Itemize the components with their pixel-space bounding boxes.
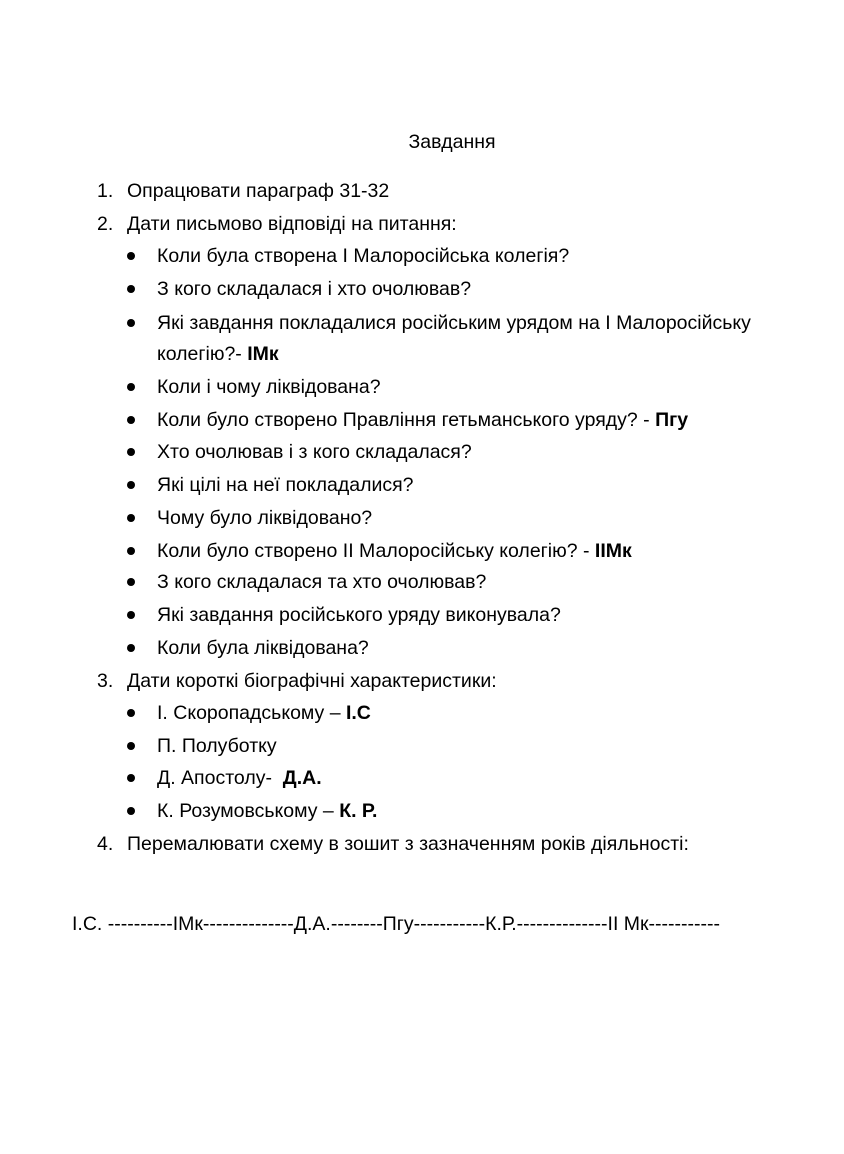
question-main: Коли було створено ІІ Малоросійську колегію? - bbox=[157, 540, 595, 562]
bio-text: П. Полуботку bbox=[157, 735, 277, 757]
bio-text bbox=[157, 701, 371, 725]
bullet-icon bbox=[127, 547, 135, 555]
bullet-icon bbox=[127, 416, 135, 424]
bullet-icon bbox=[127, 807, 135, 815]
question-text: Коли була ліквідована? bbox=[157, 637, 369, 659]
bullet-icon bbox=[127, 774, 135, 782]
task-number: 3. bbox=[97, 670, 114, 692]
task-text: Дати письмово відповіді на питання: bbox=[127, 213, 457, 235]
bio-name: І. Скоропадському – bbox=[157, 702, 346, 724]
abbrev-tag: І.С bbox=[345, 702, 371, 724]
abbrev-tag: Пгу bbox=[655, 409, 689, 431]
bio-name: Д. Апостолу- bbox=[157, 767, 283, 789]
abbrev-tag: К. Р. bbox=[339, 800, 378, 822]
abbrev-tag: ІІМк bbox=[594, 540, 632, 562]
question-text bbox=[157, 408, 688, 432]
bullet-icon bbox=[127, 383, 135, 391]
bullet-icon bbox=[127, 611, 135, 619]
bio-text bbox=[157, 766, 322, 790]
bullet-icon bbox=[127, 285, 135, 293]
bullet-icon bbox=[127, 644, 135, 652]
question-text: Які завдання російського уряду виконувала? bbox=[157, 604, 561, 626]
task-number: 4. bbox=[97, 833, 114, 855]
task-text: Опрацювати параграф 31-32 bbox=[127, 180, 390, 202]
question-text: З кого складалася і хто очолював? bbox=[157, 278, 472, 300]
abbrev-tag: ІМк bbox=[247, 343, 279, 365]
bullet-icon bbox=[127, 252, 135, 260]
question-main: Коли було створено Правління гетьманського уряду? - bbox=[157, 409, 656, 431]
abbrev-tag: Д.А. bbox=[282, 767, 322, 789]
task-text: Перемалювати схему в зошит з зазначенням років діяльності: bbox=[127, 833, 689, 855]
question-text: Чому було ліквідовано? bbox=[157, 507, 373, 529]
bio-text bbox=[157, 799, 377, 823]
bullet-icon bbox=[127, 481, 135, 489]
question-text: Які цілі на неї покладалися? bbox=[157, 474, 414, 496]
bullet-icon bbox=[127, 319, 135, 327]
bio-name: К. Розумовському – bbox=[157, 800, 340, 822]
question-text bbox=[157, 539, 632, 563]
timeline-scheme: І.С. ----------ІМк--------------Д.А.--------Пгу-----------К.Р.--------------ІІ Мк----------- bbox=[72, 913, 720, 935]
question-text-cont bbox=[157, 342, 279, 366]
bullet-icon bbox=[127, 448, 135, 456]
bullet-icon bbox=[127, 709, 135, 717]
bullet-icon bbox=[127, 742, 135, 750]
question-text: Хто очолював і з кого складалася? bbox=[157, 441, 472, 463]
question-cont: колегію?- bbox=[157, 343, 248, 365]
task-number: 2. bbox=[97, 213, 114, 235]
task-text: Дати короткі біографічні характеристики: bbox=[127, 670, 497, 692]
page-title: Завдання bbox=[408, 131, 496, 153]
question-text: Коли була створена І Малоросійська колегія? bbox=[157, 245, 570, 267]
bullet-icon bbox=[127, 514, 135, 522]
bullet-icon bbox=[127, 578, 135, 586]
question-text: Які завдання покладалися російським урядом на І Малоросійську bbox=[157, 312, 751, 334]
task-number: 1. bbox=[97, 180, 114, 202]
question-text: З кого складалася та хто очолював? bbox=[157, 571, 487, 593]
question-text: Коли і чому ліквідована? bbox=[157, 376, 381, 398]
